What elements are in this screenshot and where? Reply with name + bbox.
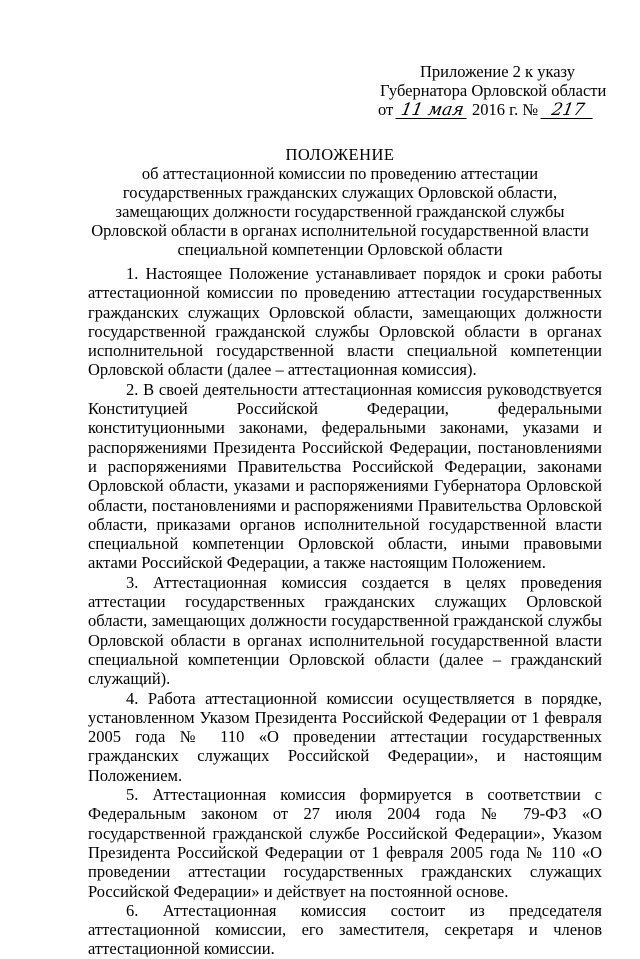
paragraph-5: 5. Аттестационная комиссия формируется в соответствии с Федеральным законом от 27 июля 2004 года № 79-ФЗ «О государственной гражданской службе Российской Федерации», Указом Президента Российской Федерации от 1 февраля 2005 года № 110 «О проведении аттестации государственных гражданских служащих Российской Федерации» и действует на постоянной основе. [88, 785, 602, 901]
decree-issuer-line: Губернатора Орловской области [380, 81, 607, 100]
paragraph-2: 2. В своей деятельности аттестационная комиссия руководствуется Конституцией Российской Федерации, федеральными конституционными законами, федеральными законами, указами и распоряжениями Президента Российской Федерации, постановлениями и распоряжениями Правительства Российской Федерации, законами Орловской области, указами и распоряжениями Губернатора Орловской области, постановлениями и распоряжениями Правительства Орловской области, приказами органов исполнительной государственной власти специальной компетенции Орловской области, иными правовыми актами Российской Федерации, а также настоящим Положением. [88, 379, 602, 573]
paragraph-4: 4. Работа аттестационной комиссии осуществляется в порядке, установленном Указом Президента Российской Федерации от 1 февраля 2005 года № 110 «О проведении аттестации государственных гражданских служащих Российской Федерации», и настоящим Положением. [88, 688, 602, 785]
decree-date-line [378, 100, 598, 119]
title-heading: ПОЛОЖЕНИЕ [285, 145, 395, 164]
paragraph-3: 3. Аттестационная комиссия создается в целях проведения аттестации государственных гражданских служащих Орловской области, замещающих должности государственной гражданской службы Орловской области в органах исполнительной государственной власти специальной компетенции Орловской области (далее – гражданский служащий). [88, 572, 602, 689]
paragraph-1: 1. Настоящее Положение устанавливает порядок и сроки работы аттестационной комиссии по проведению аттестации государственных гражданских служащих Орловской области, замещающих должности государственной гражданской службы Орловской области в органах исполнительной государственной власти специальной компетенции Орловской области (далее – аттестационная комиссия). [88, 264, 602, 380]
appendix-line: Приложение 2 к указу [420, 62, 575, 81]
date-year: 2016 г. № [472, 100, 539, 119]
document-body [88, 264, 602, 959]
paragraph-6: 6. Аттестационная комиссия состоит из председателя аттестационной комиссии, его заместителя, секретаря и членов аттестационной комиссии. [88, 900, 602, 959]
document-title [80, 145, 600, 259]
handwritten-date: 11 мая [396, 102, 470, 119]
date-prefix: от [378, 100, 394, 119]
appendix-header [378, 62, 607, 120]
title-subtitle: об аттестационной комиссии по проведению аттестации государственных гражданских служащих Орловской области, замещающих должности государственной гражданской службы Орловской области в органах исполнительной государственной власти специальной компетенции Орловской области [91, 164, 589, 259]
handwritten-number: 217 [541, 102, 596, 119]
